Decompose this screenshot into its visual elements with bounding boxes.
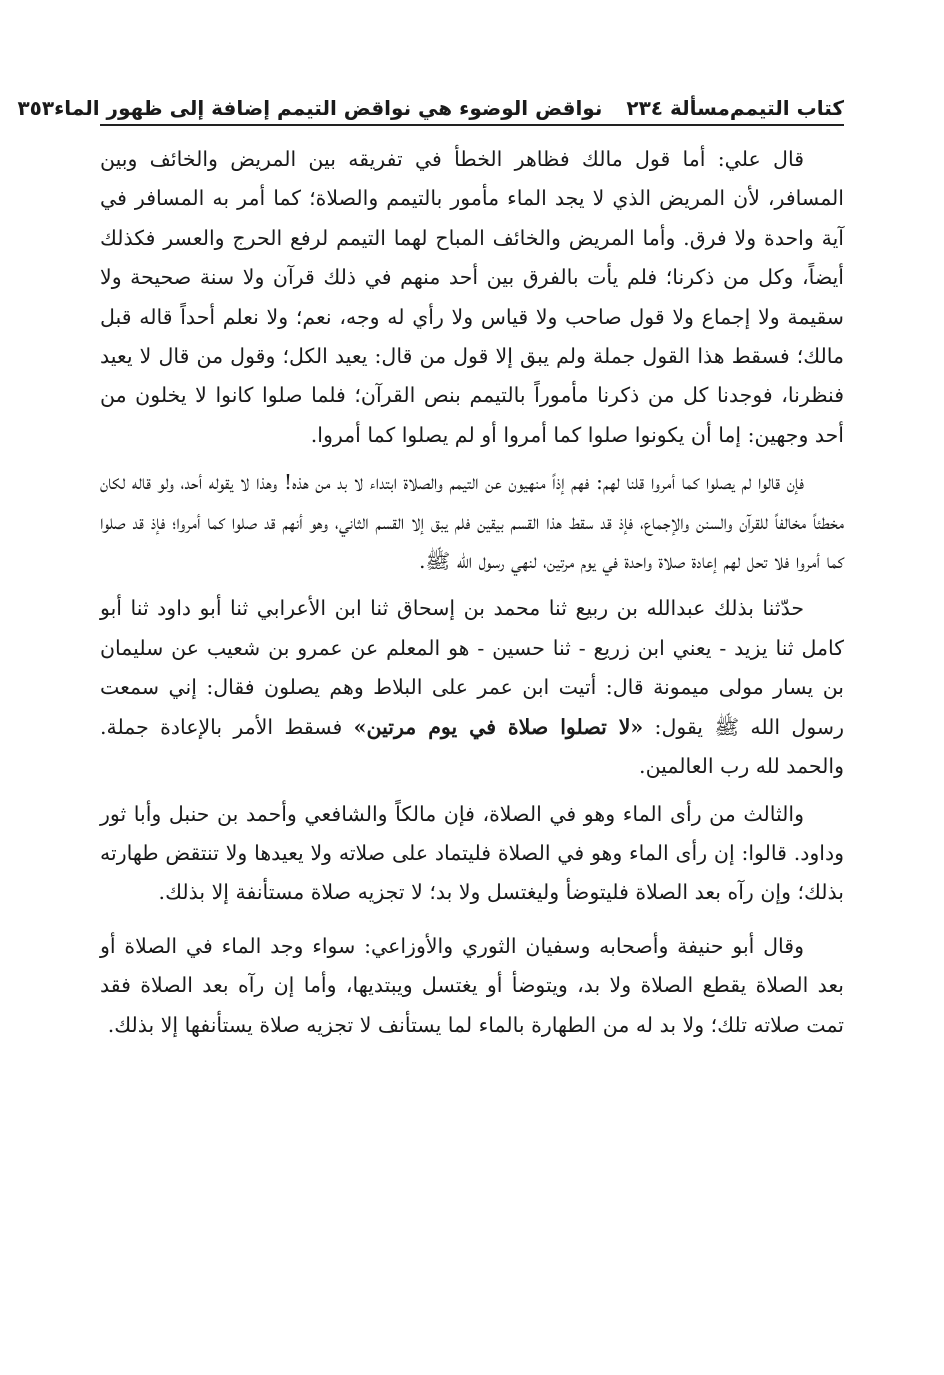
header-divider [100, 124, 844, 126]
issue-title: نواقض الوضوء هي نواقض التيمم إضافة إلى ظهور الماء [54, 96, 603, 120]
page-number: ٣٥٣ [17, 96, 55, 120]
book-section-title: كتاب التيمم [729, 96, 844, 120]
issue-number: مسألة ٢٣٤ [626, 96, 730, 120]
paragraph-hadith [100, 589, 844, 786]
main-text [100, 140, 844, 1053]
paragraph: وقال أبو حنيفة وأصحابه وسفيان الثوري والأوزاعي: سواء وجد الماء في الصلاة أو بعد الصلاة يقطع الصلاة ولا بد، ويتوضأ أو يغتسل ويبتديها، وأما إن رآه بعد الصلاة فقد تمت صلاته تلك؛ ولا بد له من الطهارة بالماء لما يستأنف لا تجزيه صلاة يستأنفها إلا بذلك. [100, 933, 844, 1037]
hadith-quote: «لا تصلوا صلاة في يوم مرتين» [353, 714, 644, 739]
running-header [17, 76, 844, 120]
issue-heading [54, 96, 730, 120]
paragraph: فإن قالوا لم يصلوا كما أمروا قلنا لهم: فهم إذاً منهيون عن التيمم والصلاة ابتداء لا بد من هذه! وهذا لا يقوله أحد، ولو قاله لكان مخطئاً مخالفاً للقرآن والسنن والإجماع، فإذ قد سقط هذا القسم بيقين فلم يبق إلا القسم الثاني، وهو أنهم قد صلوا كما أمروا؛ فإذ قد صلوا كما أمروا فلا تحل لهم إعادة صلاة واحدة في يوم مرتين، لنهي رسول الله ﷺ. [100, 470, 844, 574]
paragraph: والثالث من رأى الماء وهو في الصلاة، فإن مالكاً والشافعي وأحمد بن حنبل وأبا ثور وداود. قالوا: إن رأى الماء وهو في الصلاة فليتماد على صلاته ولا يعيدها ولا تنتقض طهارته بذلك؛ وإن رآه بعد الصلاة فليتوضأ وليغتسل ولا بد؛ لا تجزيه صلاة مستأنفة إلا بذلك. [100, 801, 844, 905]
hadith-conclusion: فسقط الأمر بالإعادة جملة. والحمد لله رب العالمين. [100, 714, 844, 779]
paragraph: قال علي: أما قول مالك فظاهر الخطأ في تفريقه بين المريض والخائف وبين المسافر، لأن المريض الذي لا يجد الماء مأمور بالتيمم والصلاة؛ كما أمر به المسافر في آية واحدة ولا فرق. وأما المريض والخائف المباح لهما التيمم لرفع الحرج والعسر فكذلك أيضاً، وكل من ذكرنا؛ فلم يأت بالفرق بين أحد منهم في ذلك قرآن ولا سنة صحيحة ولا سقيمة ولا إجماع ولا قول صاحب ولا قياس ولا رأي له وجه، نعم؛ ولا نعلم أحداً قاله قبل مالك؛ فسقط هذا القول جملة ولم يبق إلا قول من قال: يعيد الكل؛ وقول من قال لا يعيد فنظرنا، فوجدنا كل من ذكرنا مأموراً بالتيمم بنص القرآن؛ فلما صلوا كانوا لا يخلون من أحد وجهين: إما أن يكونوا صلوا كما أمروا أو لم يصلوا كما أمروا. [100, 147, 844, 447]
hadith-chain: حدّثنا بذلك عبدالله بن ربيع ثنا محمد بن إسحاق ثنا ابن الأعرابي ثنا أبو داود ثنا أبو كامل ثنا يزيد - يعني ابن زريع - ثنا حسين - هو المعلم عن عمرو بن شعيب عن سليمان بن يسار مولى ميمونة قال: أتيت ابن عمر على البلاط وهم يصلون فقال: إني سمعت رسول الله ﷺ يقول: [100, 596, 844, 739]
